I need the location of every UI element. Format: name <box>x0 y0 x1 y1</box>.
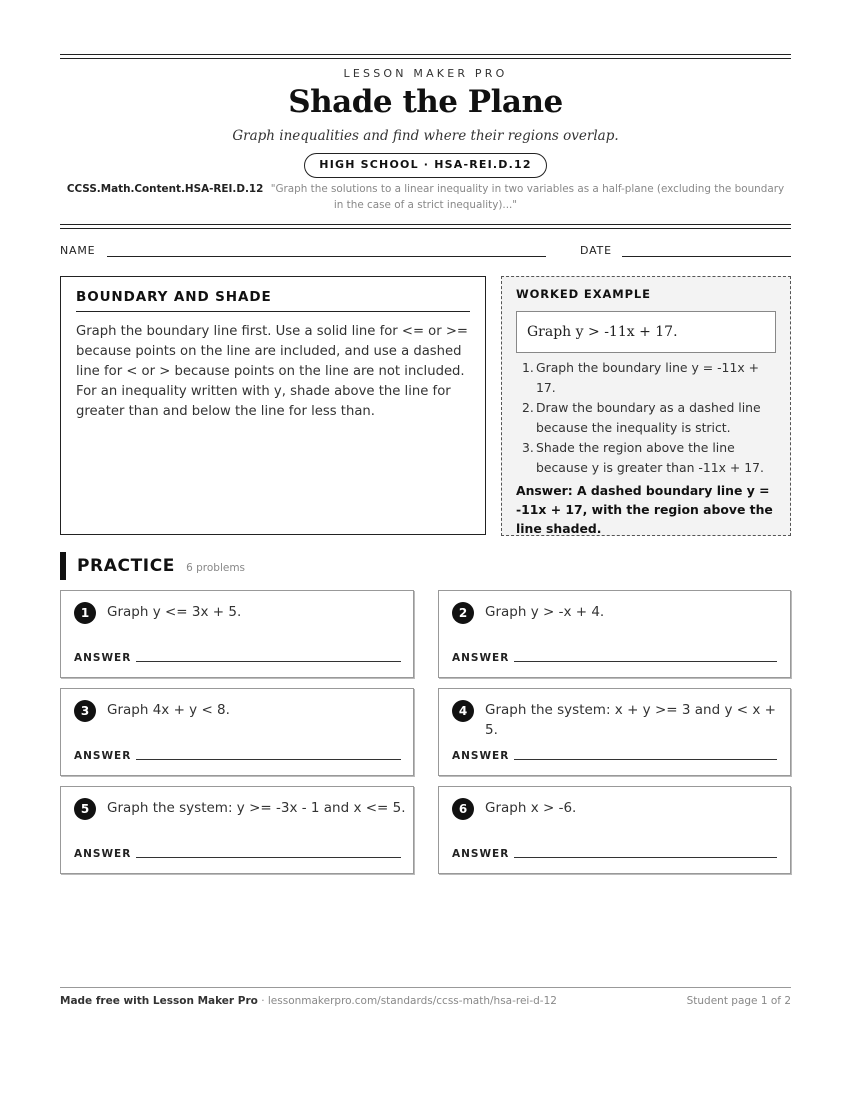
boundary-and-shade-box <box>60 276 486 535</box>
header-bottom-rule <box>60 224 791 229</box>
footer-url[interactable]: · lessonmakerpro.com/standards/ccss-math/hsa-rei-d-12 <box>257 995 557 1007</box>
problem-text: Graph the system: x + y >= 3 and y < x + 5. <box>485 702 776 738</box>
problem-text: Graph x > -6. <box>485 800 577 816</box>
practice-section-header <box>60 552 245 580</box>
grade-badge-wrap <box>60 153 791 178</box>
standard-code: CCSS.Math.Content.HSA-REI.D.12 <box>66 183 264 195</box>
problem-number-badge: 5 <box>74 798 96 820</box>
answer-label: ANSWER <box>74 750 132 762</box>
worked-step <box>516 438 776 477</box>
boundary-heading: BOUNDARY AND SHADE <box>76 289 470 312</box>
step-text: Shade the region above the line because y is greater than -11x + 17. <box>536 440 764 475</box>
worksheet-page <box>60 0 791 1100</box>
date-field[interactable] <box>580 244 612 257</box>
worked-example-problem: Graph y > -11x + 17. <box>516 311 776 353</box>
page-title: Shade the Plane <box>288 84 563 120</box>
answer-write-line[interactable] <box>514 857 777 858</box>
answer-write-line[interactable] <box>136 661 401 662</box>
problem-number-badge: 4 <box>452 700 474 722</box>
problem-number-badge: 3 <box>74 700 96 722</box>
problem-text: Graph y <= 3x + 5. <box>107 604 242 620</box>
step-number: 2. <box>522 400 534 415</box>
worked-example-box <box>501 276 791 536</box>
answer-label: ANSWER <box>452 750 510 762</box>
footer-made-with: Made free with Lesson Maker Pro <box>60 995 258 1007</box>
practice-problem-card <box>438 688 791 776</box>
worked-example-steps <box>516 358 776 477</box>
date-write-line[interactable] <box>622 256 791 257</box>
grade-standard-badge: HIGH SCHOOL · HSA-REI.D.12 <box>304 153 546 178</box>
step-number: 1. <box>522 360 534 375</box>
problem-number-badge: 2 <box>452 602 474 624</box>
header-top-rule <box>60 54 791 59</box>
page-subtitle: Graph inequalities and find where their regions overlap. <box>232 128 619 144</box>
problem-number-badge: 6 <box>452 798 474 820</box>
worked-step <box>516 358 776 397</box>
problem-text: Graph 4x + y < 8. <box>107 702 230 718</box>
answer-label: ANSWER <box>452 848 510 860</box>
boundary-body: Graph the boundary line first. Use a solid line for <= or >= because points on the line are included, and use a dashed line for < or > because points on the line are not included. For an inequality written with y, shade above the line for greater than and below the line for less than. <box>76 324 468 419</box>
worked-step <box>516 398 776 437</box>
footer-page-number: Student page 1 of 2 <box>686 995 791 1007</box>
step-text: Graph the boundary line y = -11x + 17. <box>536 360 759 395</box>
practice-label: PRACTICE <box>77 556 175 576</box>
date-label: DATE <box>580 244 612 257</box>
answer-write-line[interactable] <box>136 759 401 760</box>
practice-problem-card <box>438 590 791 678</box>
answer-write-line[interactable] <box>136 857 401 858</box>
standard-text: "Graph the solutions to a linear inequality in two variables as a half-plane (excluding the boundary in the case of a strict inequality)..." <box>270 183 785 211</box>
step-number: 3. <box>522 440 534 455</box>
practice-problem-card <box>60 688 414 776</box>
worked-example-heading: WORKED EXAMPLE <box>516 287 651 301</box>
problem-text: Graph the system: y >= -3x - 1 and x <= 5. <box>107 800 406 816</box>
footer-credit <box>60 995 557 1007</box>
practice-problem-card <box>60 590 414 678</box>
practice-problem-card <box>60 786 414 874</box>
name-label: NAME <box>60 244 96 257</box>
footer-rule <box>60 987 791 988</box>
standard-description <box>60 181 791 213</box>
answer-label: ANSWER <box>74 652 132 664</box>
practice-problem-card <box>438 786 791 874</box>
name-field[interactable] <box>60 244 95 257</box>
problem-text: Graph y > -x + 4. <box>485 604 605 620</box>
problem-number-badge: 1 <box>74 602 96 624</box>
answer-label: ANSWER <box>74 848 132 860</box>
step-text: Draw the boundary as a dashed line because the inequality is strict. <box>536 400 761 435</box>
name-write-line[interactable] <box>107 256 546 257</box>
answer-label: ANSWER <box>452 652 510 664</box>
answer-write-line[interactable] <box>514 661 777 662</box>
practice-count: 6 problems <box>186 562 246 574</box>
worked-example-answer: Answer: A dashed boundary line y = -11x + 17, with the region above the line shaded. <box>516 483 773 536</box>
answer-write-line[interactable] <box>514 759 777 760</box>
brand-name: LESSON MAKER PRO <box>343 67 508 80</box>
